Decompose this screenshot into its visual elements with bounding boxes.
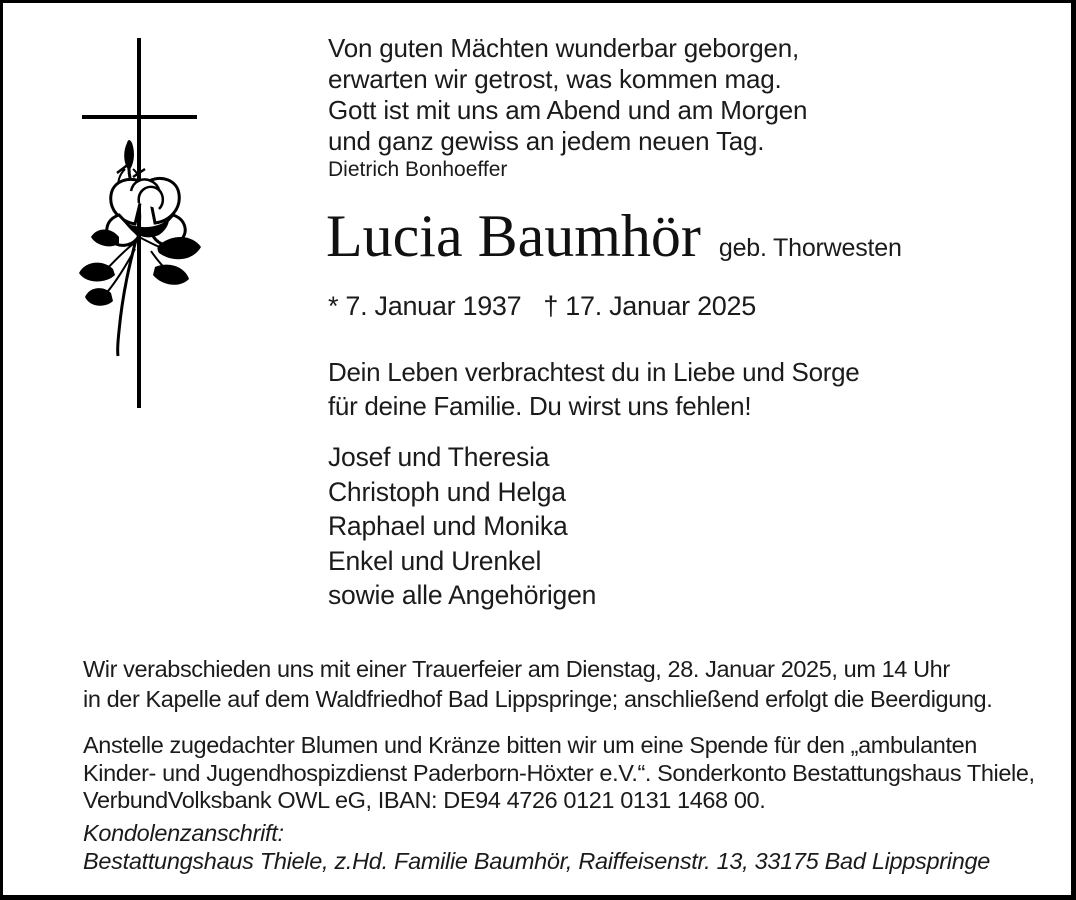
mourner-line: Enkel und Urenkel [328, 545, 542, 576]
donation-line: Anstelle zugedachter Blumen und Kränze bitten wir um eine Spende für den „ambulanten [83, 732, 977, 758]
deceased-name: Lucia Baumhör [326, 203, 701, 269]
mourner-line: Raphael und Monika [328, 511, 568, 541]
poem-line: erwarten wir getrost, was kommen mag. [328, 64, 782, 94]
mourner-line: Josef und Theresia [328, 442, 550, 472]
tribute-line: für deine Familie. Du wirst uns fehlen! [328, 391, 752, 421]
poem-line: und ganz gewiss an jedem neuen Tag. [328, 126, 765, 156]
donation-line: Kinder- und Jugendhospizdienst Paderborn-Höxter e.V.“. Sonderkonto Bestattungshaus Thiele, [83, 759, 1035, 786]
life-dates [328, 291, 756, 322]
donation-line: VerbundVolksbank OWL eG, IBAN: DE94 4726 0121 0131 1468 00. [83, 787, 766, 813]
poem-attribution: Dietrich Bonhoeffer [328, 158, 508, 181]
condolence-label: Kondolenzanschrift: [83, 820, 284, 846]
mourner-line: Christoph und Helga [328, 476, 566, 507]
donation-info [83, 732, 1035, 815]
condolence-address-line: Bestattungshaus Thiele, z.Hd. Familie Baumhör, Raiffeisenstr. 13, 33175 Bad Lippspringe [83, 848, 991, 874]
tribute-line: Dein Leben verbrachtest du in Liebe und Sorge [328, 357, 860, 387]
cross-with-rose-icon [61, 31, 236, 416]
tribute-text [328, 355, 859, 423]
mourner-line: sowie alle Angehörigen [328, 580, 597, 610]
condolence-address [83, 819, 990, 875]
birth-date: * 7. Januar 1937 [328, 291, 522, 321]
maiden-name: geb. Thorwesten [718, 234, 902, 262]
funeral-line: Wir verabschieden uns mit einer Trauerfeier am Dienstag, 28. Januar 2025, um 14 Uhr [83, 656, 950, 682]
funeral-line: in der Kapelle auf dem Waldfriedhof Bad Lippspringe; anschließend erfolgt die Beerdigung. [83, 686, 993, 712]
mourners-list [328, 440, 596, 613]
funeral-info [83, 654, 992, 714]
deceased-name-row [326, 203, 902, 269]
poem [328, 33, 807, 157]
death-date: † 17. Januar 2025 [543, 291, 756, 321]
poem-line: Von guten Mächten wunderbar geborgen, [328, 33, 800, 63]
poem-line: Gott ist mit uns am Abend und am Morgen [328, 95, 808, 125]
